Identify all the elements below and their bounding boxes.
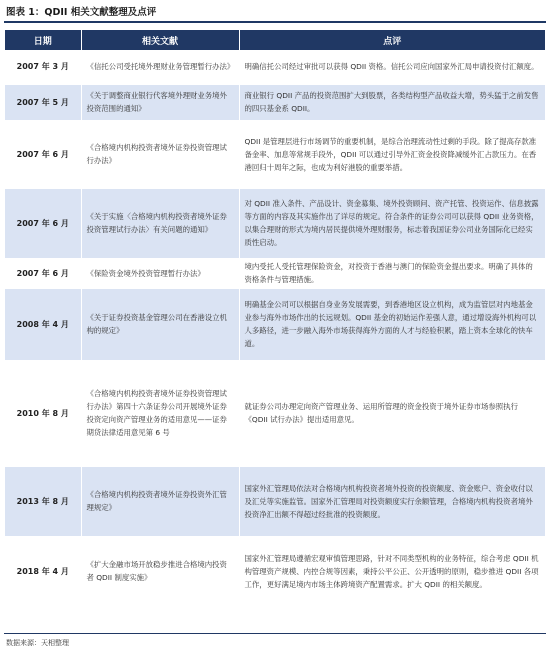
row-note: 就证券公司办理定向资产管理业务、运用所管理的资金投资于境外证券市场参照执行《QDII 试行办法》提出适用意见。 — [239, 360, 545, 466]
header-date: 日期 — [5, 30, 81, 50]
table-row — [5, 188, 545, 258]
row-doc: 《信托公司受托境外理财业务管理暂行办法》 — [81, 50, 239, 84]
row-doc: 《关于实施〈合格境内机构投资者境外证券投资管理试行办法〉有关问题的通知》 — [81, 188, 239, 258]
row-date: 2007 年 6 月 — [5, 188, 81, 258]
row-note: QDII 是管理层进行市场调节的重要机制，是综合治理流动性过剩的手段。除了提高存款准备金率、加息等常规手段外，QDII 可以通过引导外汇资金投资降减缓外汇占款压力。在香港回归十周年之际，也成为利好港股的重要举措。 — [239, 120, 545, 188]
table-row — [5, 288, 545, 360]
row-date: 2007 年 5 月 — [5, 84, 81, 120]
table-row — [5, 360, 545, 466]
figure-title: 图表 1：QDII 相关文献整理及点评 — [6, 7, 157, 18]
row-doc: 《合格境内机构投资者境外证券投资管理试行办法》 — [81, 120, 239, 188]
row-date: 2007 年 3 月 — [5, 50, 81, 84]
row-doc: 《扩大金融市场开放稳步推进合格境内投资者 QDII 制度实施》 — [81, 536, 239, 606]
row-note: 国家外汇管理局遵循宏观审慎管理思路，针对不同类型机构的业务特征，综合考虑 QDII 机构管理资产规模、内控合规等因素，秉持公平公正、公开透明的原则，稳步推进 QDII 各项工作，更好满足境内市场主体跨境资产配置需求。扩大 QDII 的相关额度。 — [239, 536, 545, 606]
table-row — [5, 84, 545, 120]
row-date: 2007 年 6 月 — [5, 120, 81, 188]
row-note: 境内受托人受托管理保险资金，对投资于香港与澳门的保险资金提出要求。明确了具体的资格条件与管理措施。 — [239, 258, 545, 288]
row-doc: 《保险资金境外投资管理暂行办法》 — [81, 258, 239, 288]
row-note: 对 QDII 准入条件、产品设计、资金募集、境外投资顾问、资产托管、投资运作、信息披露等方面的内容及其实施作出了详尽的规定。符合条件的证券公司可以获得 QDII 业务资格，以集合理财的形式为境内居民提供境外理财服务，标志着我国证券公司业务国际化已经实质性启动。 — [239, 188, 545, 258]
table-row — [5, 120, 545, 188]
row-doc: 《合格境内机构投资者境外证券投资管理试行办法》第四十六条证券公司开展境外证券投资定向资产管理业务的适用意见——证券期货法律适用意见第 6 号 — [81, 360, 239, 466]
row-date: 2008 年 4 月 — [5, 288, 81, 360]
row-doc: 《关于证券投资基金管理公司在香港设立机构的规定》 — [81, 288, 239, 360]
table-row — [5, 536, 545, 606]
table-row — [5, 258, 545, 288]
table-header-row — [5, 30, 545, 50]
row-note: 明确基金公司可以根据自身业务发展需要，到香港地区设立机构，成为监管层对内地基金业参与海外市场作出的长远规划。QDII 基金的初始运作差强人意，通过增设海外机构可以人多路径，进一步融入海外市场获得海外方面的人才与经验积累，踏上资本全球化的快车道。 — [239, 288, 545, 360]
row-date: 2018 年 4 月 — [5, 536, 81, 606]
table-row — [5, 466, 545, 536]
row-note: 明确信托公司经过审批可以获得 QDII 资格。信托公司应向国家外汇局申请投资付汇额度。 — [239, 50, 545, 84]
title-rule — [4, 21, 546, 23]
row-doc: 《合格境内机构投资者境外证券投资外汇管理规定》 — [81, 466, 239, 536]
row-date: 2007 年 6 月 — [5, 258, 81, 288]
row-date: 2010 年 8 月 — [5, 360, 81, 466]
header-note: 点评 — [239, 30, 545, 50]
footer-rule — [4, 633, 546, 634]
header-doc: 相关文献 — [81, 30, 239, 50]
qdii-table — [5, 30, 545, 607]
table-row — [5, 50, 545, 84]
data-source: 数据来源：天相整理 — [6, 639, 69, 647]
row-note: 国家外汇管理局依法对合格境内机构投资者境外投资的投资额度、资金账户、资金收付以及汇兑等实施监管。国家外汇管理局对投资额度实行余额管理，合格境内机构投资者境外投资净汇出额不得超过经批准的投资额度。 — [239, 466, 545, 536]
row-date: 2013 年 8 月 — [5, 466, 81, 536]
row-doc: 《关于调整商业银行代客境外理财业务境外投资范围的通知》 — [81, 84, 239, 120]
row-note: 商业银行 QDII 产品的投资范围扩大到股票，各类结构型产品收益大增，势头猛于之前发售的四只基金系 QDII。 — [239, 84, 545, 120]
